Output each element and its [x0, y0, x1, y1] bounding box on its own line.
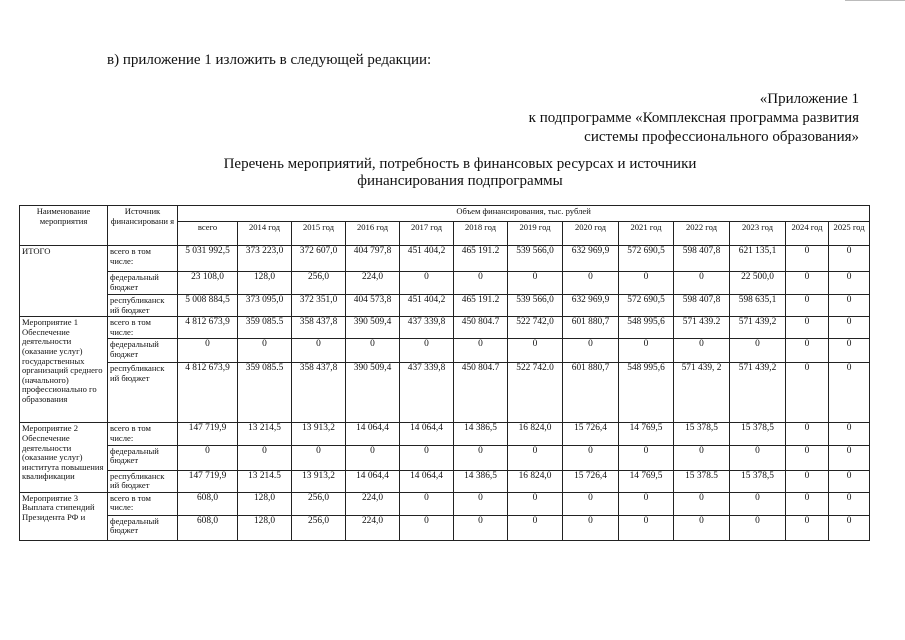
value-cell: 404 573,8: [346, 295, 400, 317]
appendix-line-2: к подпрограмме «Комплексная программа развития: [528, 110, 859, 126]
value-cell: 14 064,4: [346, 423, 400, 445]
header-year-5: 2018 год: [454, 222, 508, 246]
value-cell: 0: [829, 470, 870, 492]
value-cell: 451 404,2: [400, 295, 454, 317]
value-cell: 224,0: [346, 492, 400, 515]
value-cell: 15 726,4: [563, 470, 619, 492]
value-cell: 571 439.2: [674, 317, 730, 339]
value-cell: 224,0: [346, 515, 400, 540]
value-cell: 16 824,0: [508, 423, 563, 445]
value-cell: 465 191.2: [454, 295, 508, 317]
funding-source: всего в том числе:: [108, 492, 178, 515]
value-cell: 373 095,0: [238, 295, 292, 317]
table-row: [20, 339, 870, 363]
value-cell: 0: [730, 515, 786, 540]
value-cell: 0: [674, 339, 730, 363]
value-cell: 0: [786, 272, 829, 295]
value-cell: 0: [238, 445, 292, 470]
value-cell: 0: [346, 339, 400, 363]
value-cell: 15 378,5: [730, 470, 786, 492]
value-cell: 404 797,8: [346, 246, 400, 272]
value-cell: 14 769,5: [619, 423, 674, 445]
value-cell: 0: [786, 423, 829, 445]
value-cell: 5 031 992,5: [178, 246, 238, 272]
value-cell: 0: [292, 445, 346, 470]
funding-source: республиканск ий бюджет: [108, 470, 178, 492]
value-cell: 0: [674, 445, 730, 470]
value-cell: 22 500,0: [730, 272, 786, 295]
value-cell: 0: [178, 339, 238, 363]
value-cell: 0: [178, 445, 238, 470]
value-cell: 0: [730, 445, 786, 470]
value-cell: 548 995,6: [619, 363, 674, 423]
value-cell: 14 064,4: [346, 470, 400, 492]
value-cell: 13 214,5: [238, 423, 292, 445]
value-cell: 571 439,2: [730, 317, 786, 339]
header-year-4: 2017 год: [400, 222, 454, 246]
value-cell: 539 566,0: [508, 295, 563, 317]
value-cell: 14 386,5: [454, 423, 508, 445]
header-year-12: 2025 год: [829, 222, 870, 246]
value-cell: 0: [346, 445, 400, 470]
activity-name: Мероприятие 2 Обеспечение деятельности (оказание услуг) института повышения квалификации: [20, 423, 108, 492]
value-cell: 0: [400, 272, 454, 295]
value-cell: 0: [508, 515, 563, 540]
activity-name: ИТОГО: [20, 246, 108, 317]
value-cell: 621 135,1: [730, 246, 786, 272]
value-cell: 0: [829, 272, 870, 295]
value-cell: 13 913,2: [292, 470, 346, 492]
value-cell: 0: [829, 363, 870, 423]
value-cell: 0: [786, 470, 829, 492]
value-cell: 0: [292, 339, 346, 363]
value-cell: 0: [829, 423, 870, 445]
value-cell: 0: [619, 339, 674, 363]
title-line-1: Перечень мероприятий, потребность в финансовых ресурсах и источники: [223, 156, 697, 172]
header-year-2: 2015 год: [292, 222, 346, 246]
value-cell: 450 804.7: [454, 363, 508, 423]
value-cell: 373 223,0: [238, 246, 292, 272]
table-row: [20, 272, 870, 295]
value-cell: 372 351,0: [292, 295, 346, 317]
value-cell: 15 378,5: [674, 423, 730, 445]
header-year-3: 2016 год: [346, 222, 400, 246]
value-cell: 0: [674, 492, 730, 515]
value-cell: 15 378.5: [674, 470, 730, 492]
funding-source: всего в том числе:: [108, 423, 178, 445]
value-cell: 256,0: [292, 492, 346, 515]
value-cell: 14 769,5: [619, 470, 674, 492]
value-cell: 548 995,6: [619, 317, 674, 339]
value-cell: 15 726,4: [563, 423, 619, 445]
table-row: [20, 470, 870, 492]
value-cell: 147 719,9: [178, 423, 238, 445]
table-row: [20, 363, 870, 423]
value-cell: 23 108,0: [178, 272, 238, 295]
value-cell: 571 439,2: [730, 363, 786, 423]
funding-source: республиканск ий бюджет: [108, 295, 178, 317]
value-cell: 0: [786, 445, 829, 470]
header-volume: Объем финансирования, тыс. рублей: [178, 206, 870, 222]
value-cell: 571 439, 2: [674, 363, 730, 423]
value-cell: 0: [563, 492, 619, 515]
header-year-7: 2020 год: [563, 222, 619, 246]
value-cell: 0: [619, 492, 674, 515]
header-source: Источник финансировани я: [108, 206, 178, 246]
value-cell: 0: [563, 272, 619, 295]
value-cell: 0: [674, 515, 730, 540]
value-cell: 0: [786, 492, 829, 515]
value-cell: 572 690,5: [619, 295, 674, 317]
header-year-0: всего: [178, 222, 238, 246]
table-row: [20, 317, 870, 339]
header-year-1: 2014 год: [238, 222, 292, 246]
value-cell: 0: [508, 272, 563, 295]
header-year-8: 2021 год: [619, 222, 674, 246]
value-cell: 0: [829, 317, 870, 339]
value-cell: 0: [508, 339, 563, 363]
table-row: [20, 423, 870, 445]
value-cell: 13 214.5: [238, 470, 292, 492]
value-cell: 0: [730, 339, 786, 363]
value-cell: 0: [829, 339, 870, 363]
value-cell: 437 339,8: [400, 363, 454, 423]
value-cell: 390 509,4: [346, 363, 400, 423]
value-cell: 359 085.5: [238, 317, 292, 339]
value-cell: 608,0: [178, 515, 238, 540]
value-cell: 0: [786, 339, 829, 363]
value-cell: 358 437,8: [292, 317, 346, 339]
value-cell: 0: [829, 515, 870, 540]
value-cell: 572 690,5: [619, 246, 674, 272]
value-cell: 390 509,4: [346, 317, 400, 339]
value-cell: 128,0: [238, 515, 292, 540]
value-cell: 451 404,2: [400, 246, 454, 272]
value-cell: 598 407,8: [674, 246, 730, 272]
scan-edge-mark: [845, 0, 905, 3]
value-cell: 0: [619, 445, 674, 470]
value-cell: 147 719,9: [178, 470, 238, 492]
table-body: [20, 246, 870, 541]
value-cell: 15 378,5: [730, 423, 786, 445]
value-cell: 0: [400, 339, 454, 363]
value-cell: 0: [829, 445, 870, 470]
value-cell: 598 407,8: [674, 295, 730, 317]
value-cell: 0: [619, 515, 674, 540]
value-cell: 0: [563, 339, 619, 363]
activity-name: Мероприятие 3 Выплата стипендий Президента РФ и: [20, 492, 108, 540]
appendix-line-3: системы профессионального образования»: [584, 129, 859, 145]
intro-line: в) приложение 1 изложить в следующей редакции:: [107, 52, 432, 68]
value-cell: 0: [238, 339, 292, 363]
table-row: [20, 492, 870, 515]
value-cell: 4 812 673,9: [178, 317, 238, 339]
value-cell: 128,0: [238, 272, 292, 295]
value-cell: 0: [508, 445, 563, 470]
value-cell: 608,0: [178, 492, 238, 515]
header-year-9: 2022 год: [674, 222, 730, 246]
value-cell: 598 635,1: [730, 295, 786, 317]
funding-source: всего в том числе:: [108, 246, 178, 272]
value-cell: 0: [400, 515, 454, 540]
document-title: [180, 156, 740, 190]
value-cell: 0: [829, 295, 870, 317]
value-cell: 0: [454, 515, 508, 540]
title-line-2: финансирования подпрограммы: [357, 173, 563, 189]
funding-source: федеральный бюджет: [108, 272, 178, 295]
header-year-10: 2023 год: [730, 222, 786, 246]
financing-table: [19, 205, 870, 541]
value-cell: 14 064,4: [400, 423, 454, 445]
value-cell: 14 386,5: [454, 470, 508, 492]
value-cell: 0: [786, 246, 829, 272]
value-cell: 359 085.5: [238, 363, 292, 423]
value-cell: 0: [563, 515, 619, 540]
value-cell: 5 008 884,5: [178, 295, 238, 317]
value-cell: 0: [730, 492, 786, 515]
funding-source: республиканск ий бюджет: [108, 363, 178, 423]
header-year-6: 2019 год: [508, 222, 563, 246]
header-year-11: 2024 год: [786, 222, 829, 246]
value-cell: 0: [786, 363, 829, 423]
value-cell: 450 804.7: [454, 317, 508, 339]
value-cell: 0: [454, 445, 508, 470]
value-cell: 256,0: [292, 515, 346, 540]
value-cell: 0: [786, 515, 829, 540]
value-cell: 0: [563, 445, 619, 470]
value-cell: 358 437,8: [292, 363, 346, 423]
table-row: [20, 246, 870, 272]
value-cell: 632 969,9: [563, 295, 619, 317]
value-cell: 522 742.0: [508, 363, 563, 423]
value-cell: 0: [829, 246, 870, 272]
value-cell: 522 742,0: [508, 317, 563, 339]
value-cell: 539 566,0: [508, 246, 563, 272]
funding-source: всего в том числе:: [108, 317, 178, 339]
value-cell: 632 969,9: [563, 246, 619, 272]
value-cell: 0: [454, 339, 508, 363]
value-cell: 437 339,8: [400, 317, 454, 339]
table-row: [20, 445, 870, 470]
value-cell: 4 812 673,9: [178, 363, 238, 423]
header-name: Наименование мероприятия: [20, 206, 108, 246]
value-cell: 128,0: [238, 492, 292, 515]
activity-name: Мероприятие 1 Обеспечение деятельности (оказание услуг) государственных организаций среднего (начального) профессионально го образования: [20, 317, 108, 423]
table-row: [20, 515, 870, 540]
value-cell: 601 880,7: [563, 363, 619, 423]
value-cell: 0: [454, 272, 508, 295]
value-cell: 0: [400, 492, 454, 515]
value-cell: 0: [400, 445, 454, 470]
value-cell: 601 880,7: [563, 317, 619, 339]
value-cell: 372 607,0: [292, 246, 346, 272]
funding-source: федеральный бюджет: [108, 445, 178, 470]
value-cell: 13 913,2: [292, 423, 346, 445]
funding-source: федеральный бюджет: [108, 339, 178, 363]
value-cell: 16 824,0: [508, 470, 563, 492]
appendix-caption: [529, 90, 859, 147]
funding-source: федеральный бюджет: [108, 515, 178, 540]
value-cell: 0: [508, 492, 563, 515]
value-cell: 0: [674, 272, 730, 295]
table-row: [20, 295, 870, 317]
value-cell: 224,0: [346, 272, 400, 295]
value-cell: 0: [619, 272, 674, 295]
value-cell: 0: [786, 295, 829, 317]
value-cell: 0: [786, 317, 829, 339]
appendix-line-1: «Приложение 1: [759, 91, 859, 107]
value-cell: 256,0: [292, 272, 346, 295]
value-cell: 0: [454, 492, 508, 515]
value-cell: 14 064,4: [400, 470, 454, 492]
value-cell: 0: [829, 492, 870, 515]
value-cell: 465 191.2: [454, 246, 508, 272]
